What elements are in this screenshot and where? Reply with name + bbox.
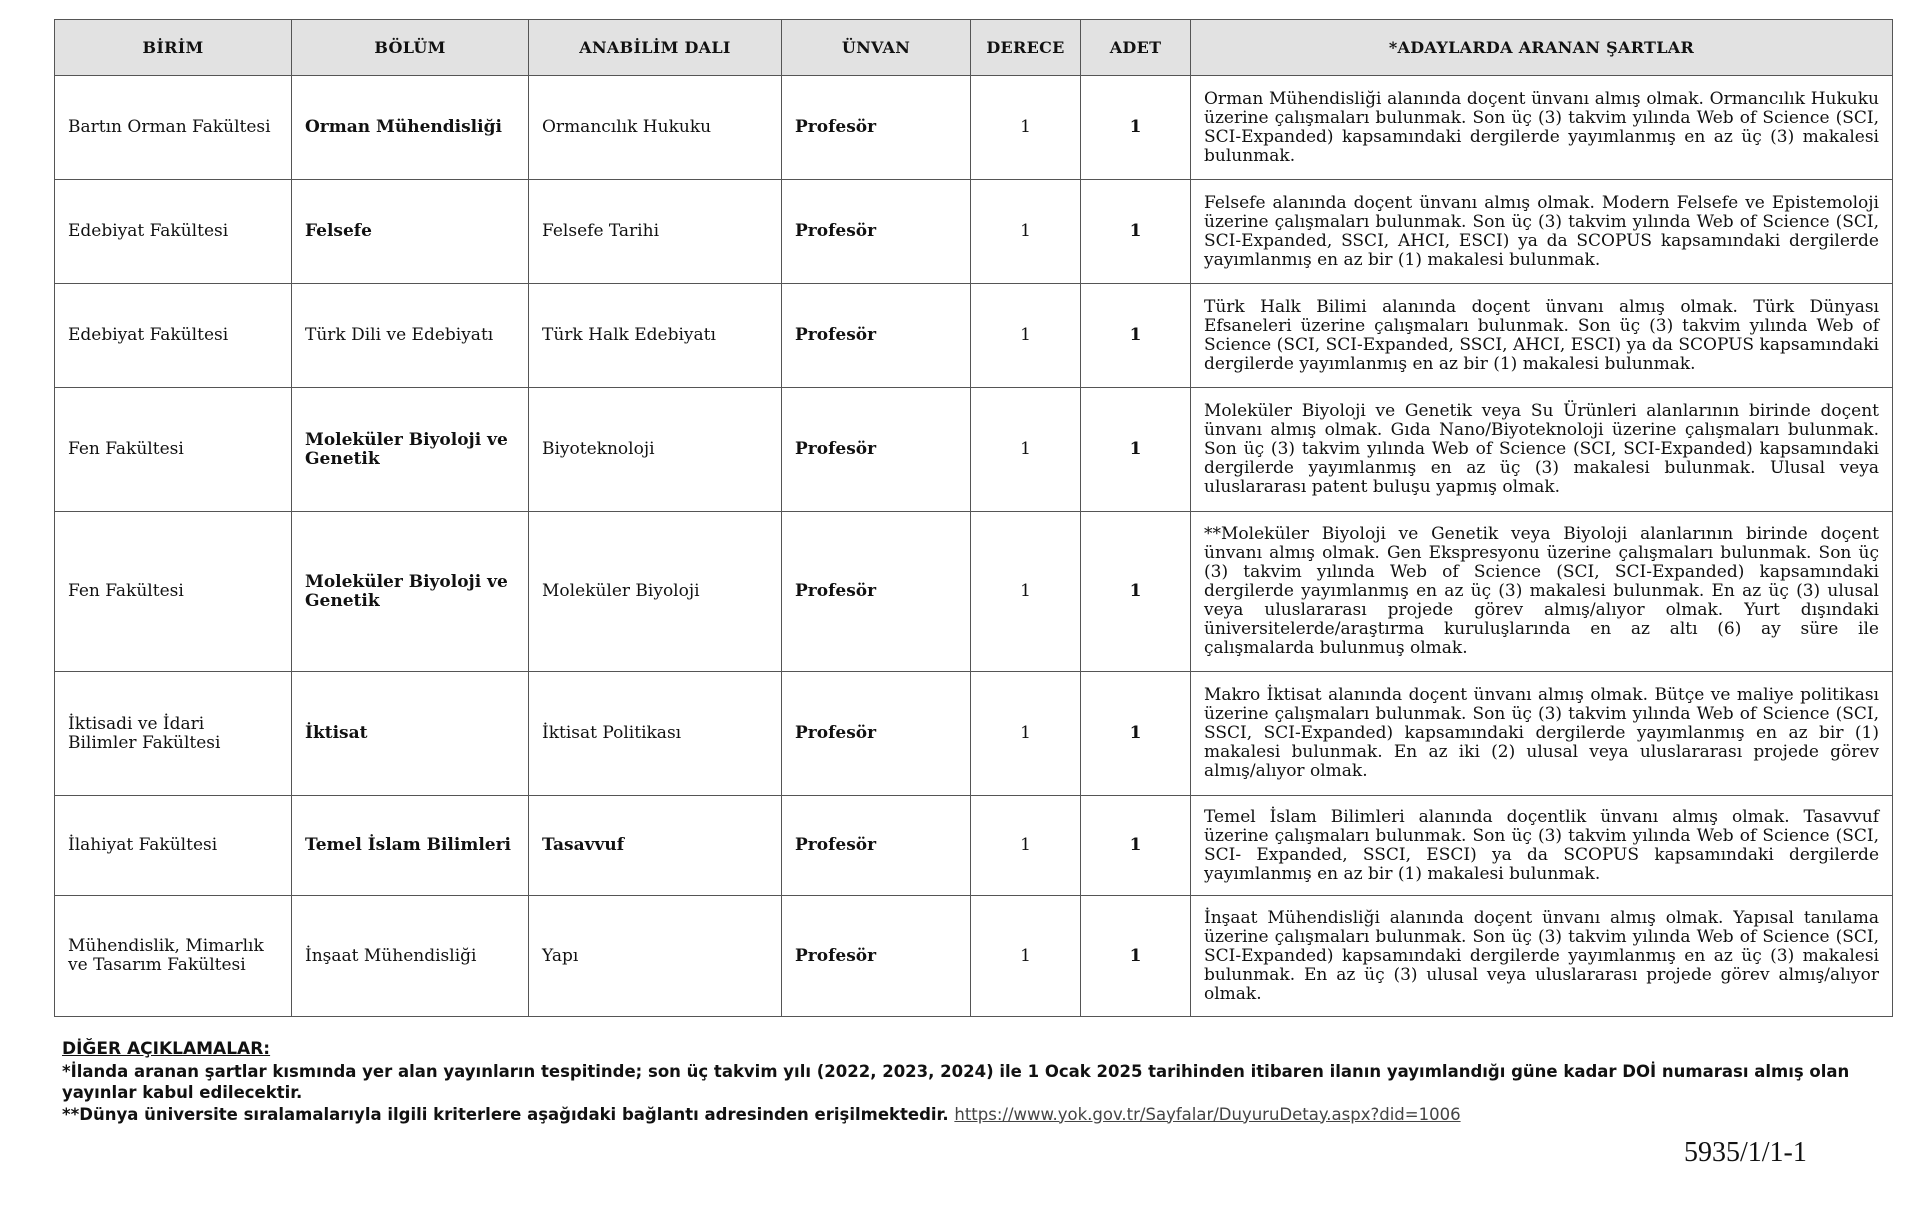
cell-birim: Fen Fakültesi — [55, 512, 292, 672]
cell-aranan-sartlar: Türk Halk Bilimi alanında doçent ünvanı almış olmak. Türk Dünyası Efsaneleri üzerine çalışmaları bulunmak. Son üç (3) takvim yılında Web of Science (SCI, SCI-Expanded, SSCI, AHCI, ESCI) ya da SCOPUS kapsamındaki dergilerde yayımlanmış en az bir (1) makalesi bulunmak. — [1191, 284, 1893, 388]
cell-adet: 1 — [1081, 672, 1191, 796]
cell-adet: 1 — [1081, 388, 1191, 512]
cell-bolum: Felsefe — [292, 180, 529, 284]
cell-adet: 1 — [1081, 284, 1191, 388]
cell-aranan-sartlar: Moleküler Biyoloji ve Genetik veya Su Ürünleri alanlarının birinde doçent ünvanı almış olmak. Gıda Nano/Biyoteknoloji üzerine çalışmaları bulunmak. Son üç (3) takvim yılında Web of Science (SCI, SCI-Expanded) kapsamındaki dergilerde yayımlanmış en az üç (3) makalesi bulunmak. Ulusal veya uluslararası patent buluşu yapmış olmak. — [1191, 388, 1893, 512]
table-row — [55, 284, 1893, 388]
cell-anabilim-dali: Yapı — [529, 896, 782, 1017]
document-number: 5935/1/1-1 — [1684, 1137, 1807, 1168]
cell-anabilim-dali: Moleküler Biyoloji — [529, 512, 782, 672]
cell-adet: 1 — [1081, 796, 1191, 896]
cell-derece: 1 — [971, 180, 1081, 284]
header-unvan: ÜNVAN — [782, 20, 971, 76]
cell-derece: 1 — [971, 512, 1081, 672]
cell-bolum: Temel İslam Bilimleri — [292, 796, 529, 896]
cell-birim: İlahiyat Fakültesi — [55, 796, 292, 896]
cell-adet: 1 — [1081, 512, 1191, 672]
cell-anabilim-dali: Felsefe Tarihi — [529, 180, 782, 284]
cell-birim: Edebiyat Fakültesi — [55, 180, 292, 284]
table-row — [55, 76, 1893, 180]
cell-unvan: Profesör — [782, 512, 971, 672]
header-anabilim-dali: ANABİLİM DALI — [529, 20, 782, 76]
cell-unvan: Profesör — [782, 180, 971, 284]
positions-table — [54, 19, 1893, 1017]
header-adet: ADET — [1081, 20, 1191, 76]
cell-unvan: Profesör — [782, 796, 971, 896]
cell-adet: 1 — [1081, 76, 1191, 180]
cell-derece: 1 — [971, 896, 1081, 1017]
cell-derece: 1 — [971, 388, 1081, 512]
cell-bolum: Moleküler Biyoloji ve Genetik — [292, 512, 529, 672]
cell-bolum: Türk Dili ve Edebiyatı — [292, 284, 529, 388]
cell-aranan-sartlar: Felsefe alanında doçent ünvanı almış olmak. Modern Felsefe ve Epistemoloji üzerine çalışmaları bulunmak. Son üç (3) takvim yılında Web of Science (SCI, SCI-Expanded, SSCI, AHCI, ESCI) ya da SCOPUS kapsamındaki dergilerde yayımlanmış en az bir (1) makalesi bulunmak. — [1191, 180, 1893, 284]
cell-anabilim-dali: Tasavvuf — [529, 796, 782, 896]
header-bolum: BÖLÜM — [292, 20, 529, 76]
cell-bolum: İnşaat Mühendisliği — [292, 896, 529, 1017]
note-rankings-text: **Dünya üniversite sıralamalarıyla ilgili kriterlere aşağıdaki bağlantı adresinden erişilmektedir. — [62, 1104, 949, 1124]
cell-unvan: Profesör — [782, 388, 971, 512]
cell-aranan-sartlar: İnşaat Mühendisliği alanında doçent ünvanı almış olmak. Yapısal tanılama üzerine çalışmaları bulunmak. Son üç (3) takvim yılında Web of Science (SCI, SCI-Expanded) kapsamındaki dergilerde yayımlanmış en az üç (3) makalesi bulunmak. En az üç (3) ulusal veya uluslararası projede görev almış/alıyor olmak. — [1191, 896, 1893, 1017]
header-derece: DERECE — [971, 20, 1081, 76]
cell-derece: 1 — [971, 796, 1081, 896]
cell-birim: Fen Fakültesi — [55, 388, 292, 512]
note-rankings — [62, 1104, 1862, 1126]
table-row — [55, 180, 1893, 284]
cell-birim: Edebiyat Fakültesi — [55, 284, 292, 388]
cell-derece: 1 — [971, 76, 1081, 180]
cell-bolum: Moleküler Biyoloji ve Genetik — [292, 388, 529, 512]
cell-unvan: Profesör — [782, 76, 971, 180]
cell-adet: 1 — [1081, 180, 1191, 284]
table-row — [55, 512, 1893, 672]
header-aranan-sartlar: *ADAYLARDA ARANAN ŞARTLAR — [1191, 20, 1893, 76]
cell-unvan: Profesör — [782, 672, 971, 796]
cell-aranan-sartlar: **Moleküler Biyoloji ve Genetik veya Biyoloji alanlarının birinde doçent ünvanı almış olmak. Gen Ekspresyonu üzerine çalışmaları bulunmak. Son üç (3) takvim yılında Web of Science (SCI, SCI-Expanded) kapsamındaki dergilerde yayımlanmış en az üç (3) makalesi bulunmak. En az üç (3) ulusal veya uluslararası projede görev almış/alıyor olmak. Yurt dışındaki üniversitelerde/araştırma kuruluşlarında en az altı (6) ay süre ile çalışmalarda bulunmuş olmak. — [1191, 512, 1893, 672]
note-publications: *İlanda aranan şartlar kısmında yer alan yayınların tespitinde; son üç takvim yılı (2022, 2023, 2024) ile 1 Ocak 2025 tarihinden itibaren ilanın yayımlandığı güne kadar DOİ numarası almış olan yayınlar kabul edilecektir. — [62, 1061, 1850, 1102]
table-row — [55, 896, 1893, 1017]
table-row — [55, 672, 1893, 796]
cell-bolum: Orman Mühendisliği — [292, 76, 529, 180]
cell-aranan-sartlar: Makro İktisat alanında doçent ünvanı almış olmak. Bütçe ve maliye politikası üzerine çalışmaları bulunmak. Son üç (3) takvim yılında Web of Science (SCI, SSCI, SCI-Expanded) kapsamındaki dergilerde yayımlanmış en az bir (1) makalesi bulunmak. En az iki (2) ulusal veya uluslararası projede görev almış/alıyor olmak. — [1191, 672, 1893, 796]
cell-birim: İktisadi ve İdari Bilimler Fakültesi — [55, 672, 292, 796]
cell-derece: 1 — [971, 672, 1081, 796]
table-row — [55, 796, 1893, 896]
table-header-row — [55, 20, 1893, 76]
table-row — [55, 388, 1893, 512]
cell-anabilim-dali: Türk Halk Edebiyatı — [529, 284, 782, 388]
cell-aranan-sartlar: Temel İslam Bilimleri alanında doçentlik ünvanı almış olmak. Tasavvuf üzerine çalışmaları bulunmak. Son üç (3) takvim yılında Web of Science (SCI, SCI- Expanded, SSCI, ESCI) ya da SCOPUS kapsamındaki dergilerde yayımlanmış en az bir (1) makalesi bulunmak. — [1191, 796, 1893, 896]
cell-adet: 1 — [1081, 896, 1191, 1017]
header-birim: BİRİM — [55, 20, 292, 76]
cell-birim: Bartın Orman Fakültesi — [55, 76, 292, 180]
other-explanations — [62, 1039, 1862, 1125]
yok-announcement-link[interactable]: https://www.yok.gov.tr/Sayfalar/DuyuruDetay.aspx?did=1006 — [954, 1104, 1461, 1124]
cell-derece: 1 — [971, 284, 1081, 388]
notes-title: DİĞER AÇIKLAMALAR: — [62, 1039, 271, 1059]
cell-bolum: İktisat — [292, 672, 529, 796]
cell-aranan-sartlar: Orman Mühendisliği alanında doçent ünvanı almış olmak. Ormancılık Hukuku üzerine çalışmaları bulunmak. Son üç (3) takvim yılında Web of Science (SCI, SCI-Expanded) kapsamındaki dergilerde yayımlanmış en az üç (3) makalesi bulunmak. — [1191, 76, 1893, 180]
cell-unvan: Profesör — [782, 896, 971, 1017]
cell-birim: Mühendislik, Mimarlık ve Tasarım Fakültesi — [55, 896, 292, 1017]
cell-unvan: Profesör — [782, 284, 971, 388]
cell-anabilim-dali: Biyoteknoloji — [529, 388, 782, 512]
cell-anabilim-dali: İktisat Politikası — [529, 672, 782, 796]
cell-anabilim-dali: Ormancılık Hukuku — [529, 76, 782, 180]
